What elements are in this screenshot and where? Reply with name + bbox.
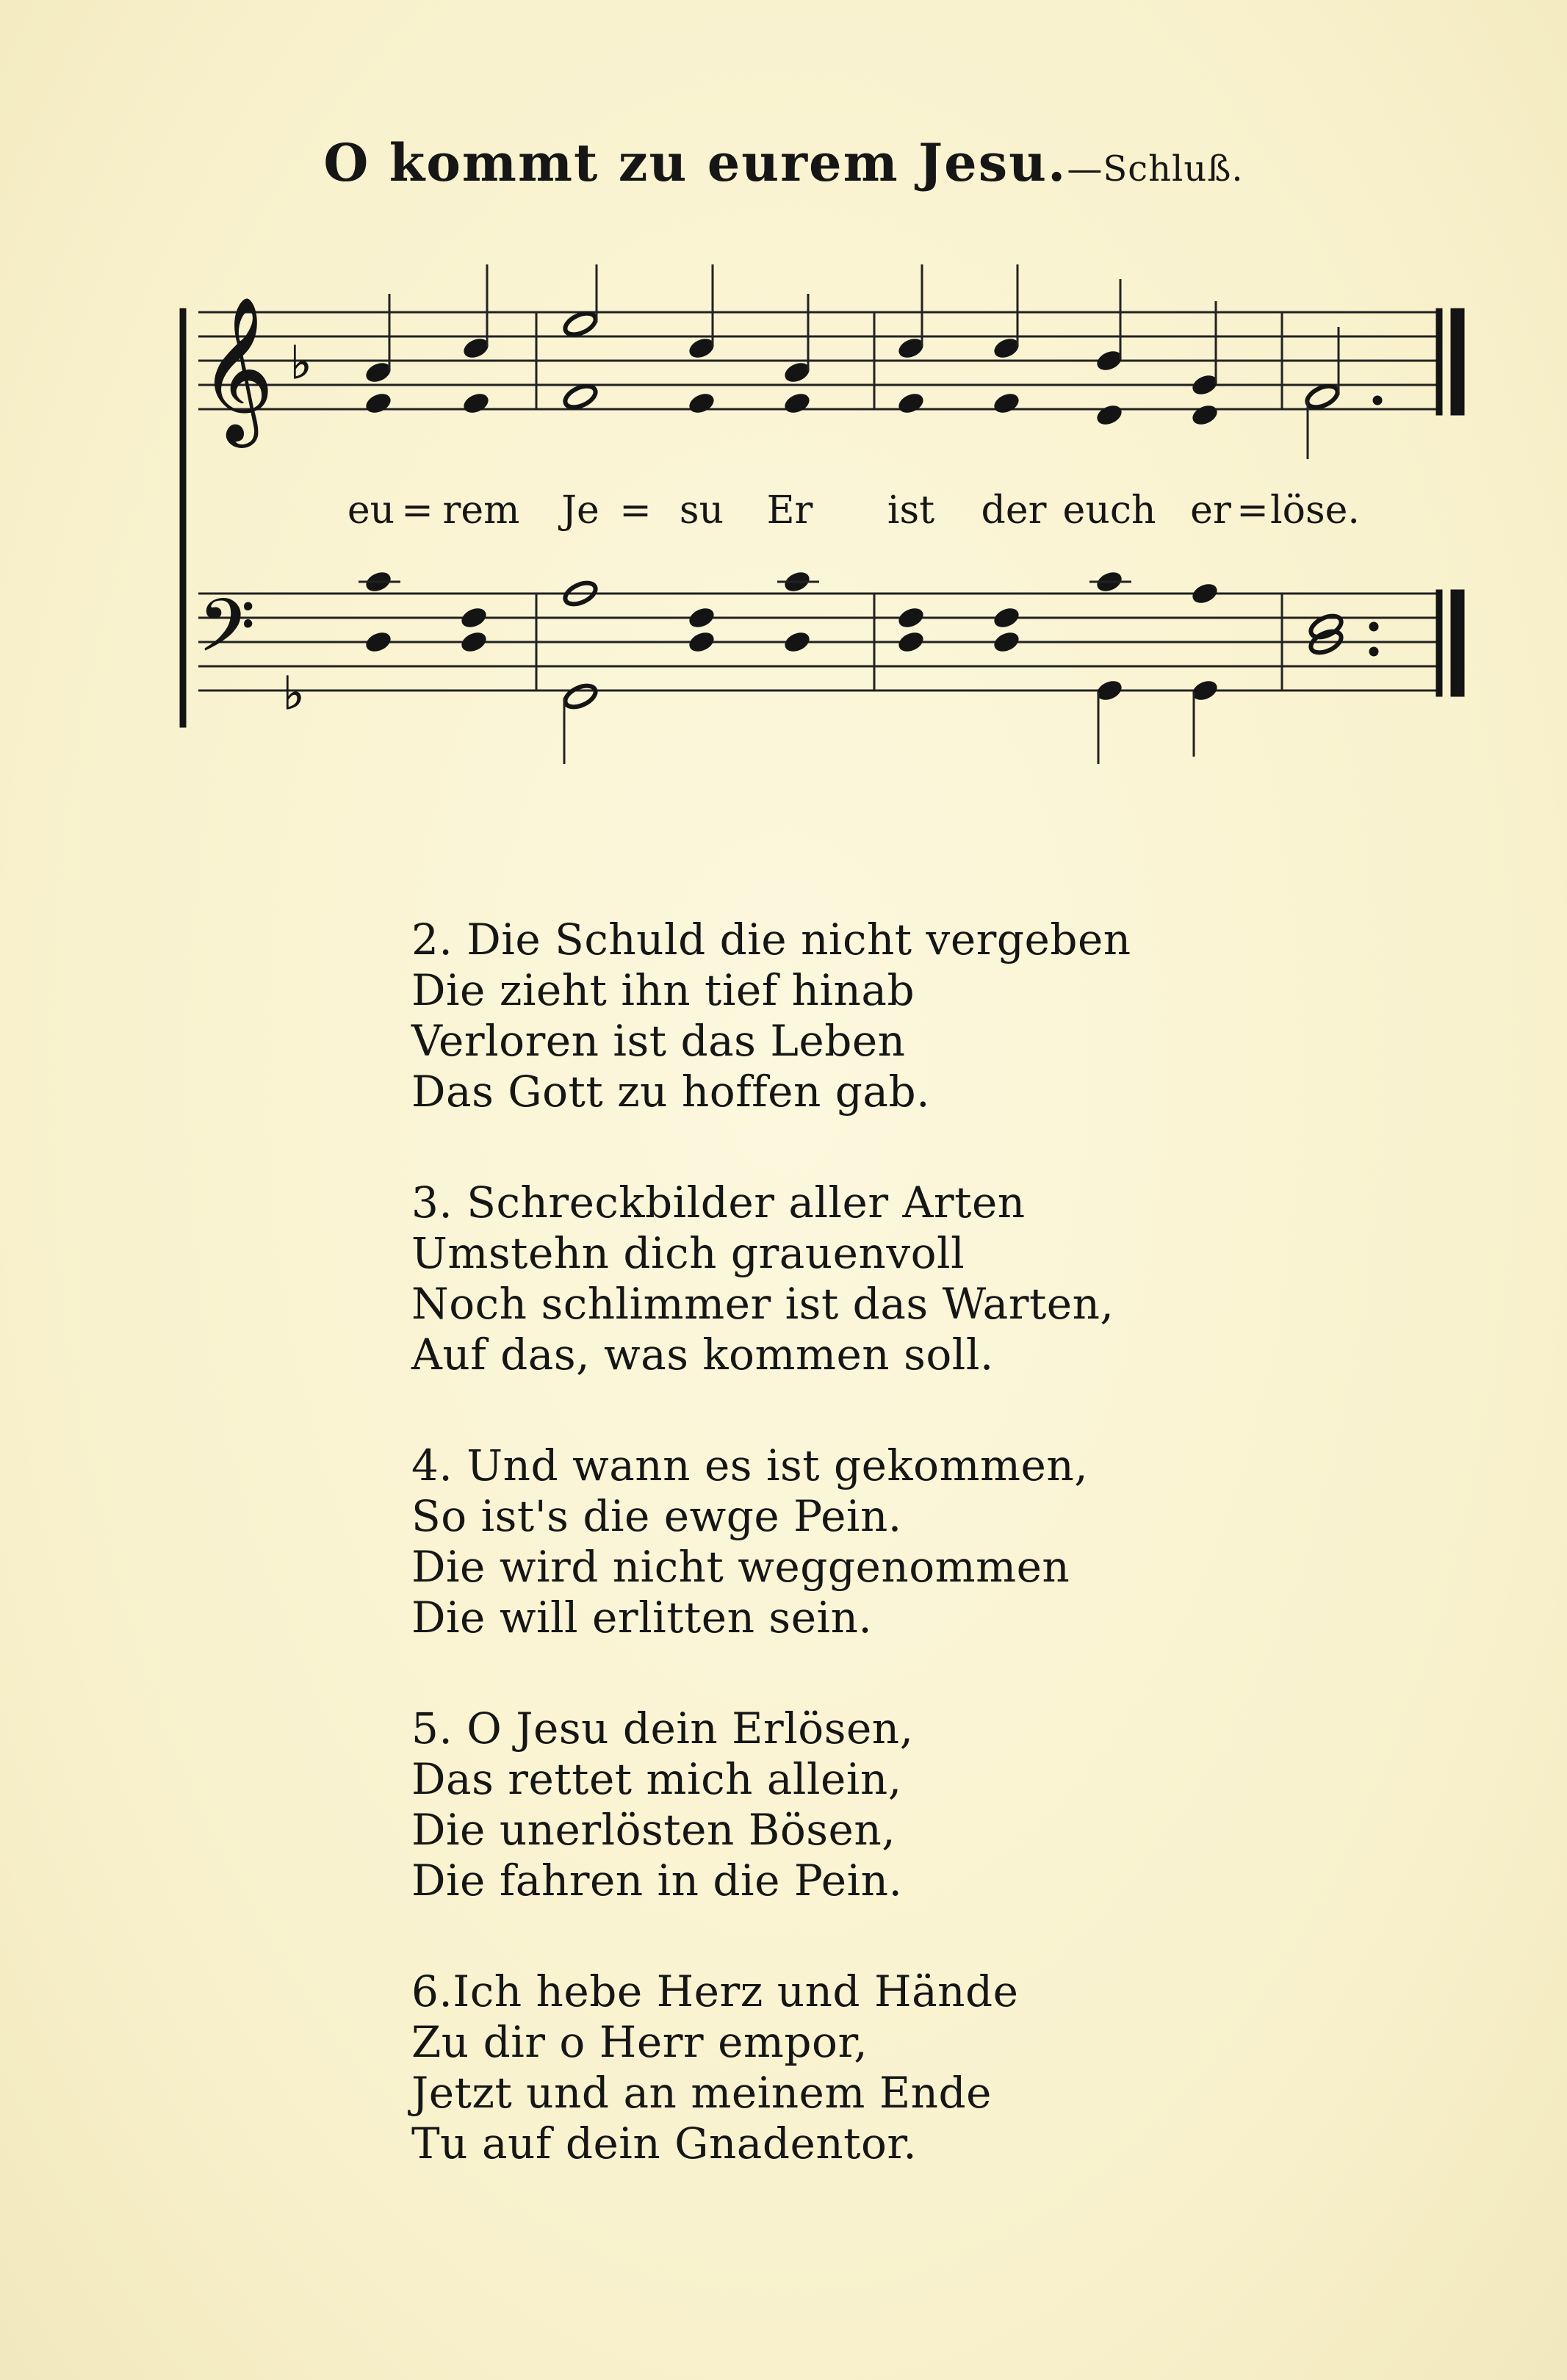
lyric-syllable: eu — [347, 488, 395, 533]
lyric-syllable: er — [1190, 488, 1231, 533]
verse-line: 4. Und wann es ist gekommen, — [411, 1440, 1089, 1490]
lyric-syllable: su — [679, 488, 724, 533]
music-score — [0, 0, 1567, 808]
lyric-syllable: euch — [1062, 488, 1156, 533]
final-barline — [1369, 309, 1464, 696]
verse-line: 3. Schreckbilder aller Arten — [411, 1178, 1026, 1227]
verse-line: 6.Ich hebe Herz und Hände — [411, 1966, 1019, 2016]
verse-2 — [411, 915, 1366, 1117]
lyric-syllable: rem — [442, 488, 520, 533]
verse-line: Jetzt und an meinem Ende — [411, 2068, 992, 2118]
hymn-title-main: O kommt zu eurem Jesu. — [323, 132, 1067, 193]
verse-line: Umstehn dich grauenvoll — [411, 1228, 965, 1278]
verse-line: Zu dir o Herr empor, — [411, 2017, 868, 2067]
verse-line: 2. Die Schuld die nicht vergeben — [411, 915, 1131, 964]
verse-line: Das rettet mich allein, — [411, 1754, 902, 1804]
verse-line: Auf das, was kommen soll. — [411, 1330, 994, 1380]
lyric-syllable: = — [619, 488, 652, 533]
lyric-syllable: = — [1236, 488, 1269, 533]
lyric-syllable: Je — [561, 488, 599, 533]
verse-line: Tu auf dein Gnadentor. — [411, 2118, 918, 2168]
verse-5 — [411, 1703, 1366, 1906]
system-brace — [180, 309, 186, 727]
verse-6 — [411, 1966, 1366, 2169]
lyric-syllable: Er — [766, 488, 813, 533]
flat-icon: ♭ — [290, 336, 312, 389]
lyric-syllable: = — [401, 488, 433, 533]
verse-line: So ist's die ewge Pein. — [411, 1491, 902, 1541]
lyric-syllable: ist — [887, 488, 935, 533]
verse-line: Die unerlösten Bösen, — [411, 1805, 896, 1855]
verse-line: Die fahren in die Pein. — [411, 1856, 903, 1905]
lyric-syllable: der — [981, 488, 1047, 533]
flat-icon: ♭ — [283, 666, 305, 720]
verse-4 — [411, 1440, 1366, 1643]
verse-line: Verloren ist das Leben — [411, 1016, 906, 1066]
verse-line: Noch schlimmer ist das Warten, — [411, 1279, 1114, 1329]
verse-3 — [411, 1178, 1366, 1380]
verse-line: 5. O Jesu dein Erlösen, — [411, 1703, 914, 1753]
treble-clef-icon: 𝄞 — [200, 296, 274, 441]
hymn-title-sub: —Schluß. — [1067, 148, 1244, 190]
lyric-syllable: löse. — [1270, 488, 1360, 533]
verse-line: Die zieht ihn tief hinab — [411, 965, 915, 1015]
verses-block — [411, 915, 1366, 2229]
verse-line: Die wird nicht weggenommen — [411, 1542, 1070, 1592]
verse-line: Das Gott zu hoffen gab. — [411, 1067, 931, 1117]
verse-line: Die will erlitten sein. — [411, 1593, 873, 1642]
bass-clef-icon: 𝄢 — [198, 584, 256, 686]
